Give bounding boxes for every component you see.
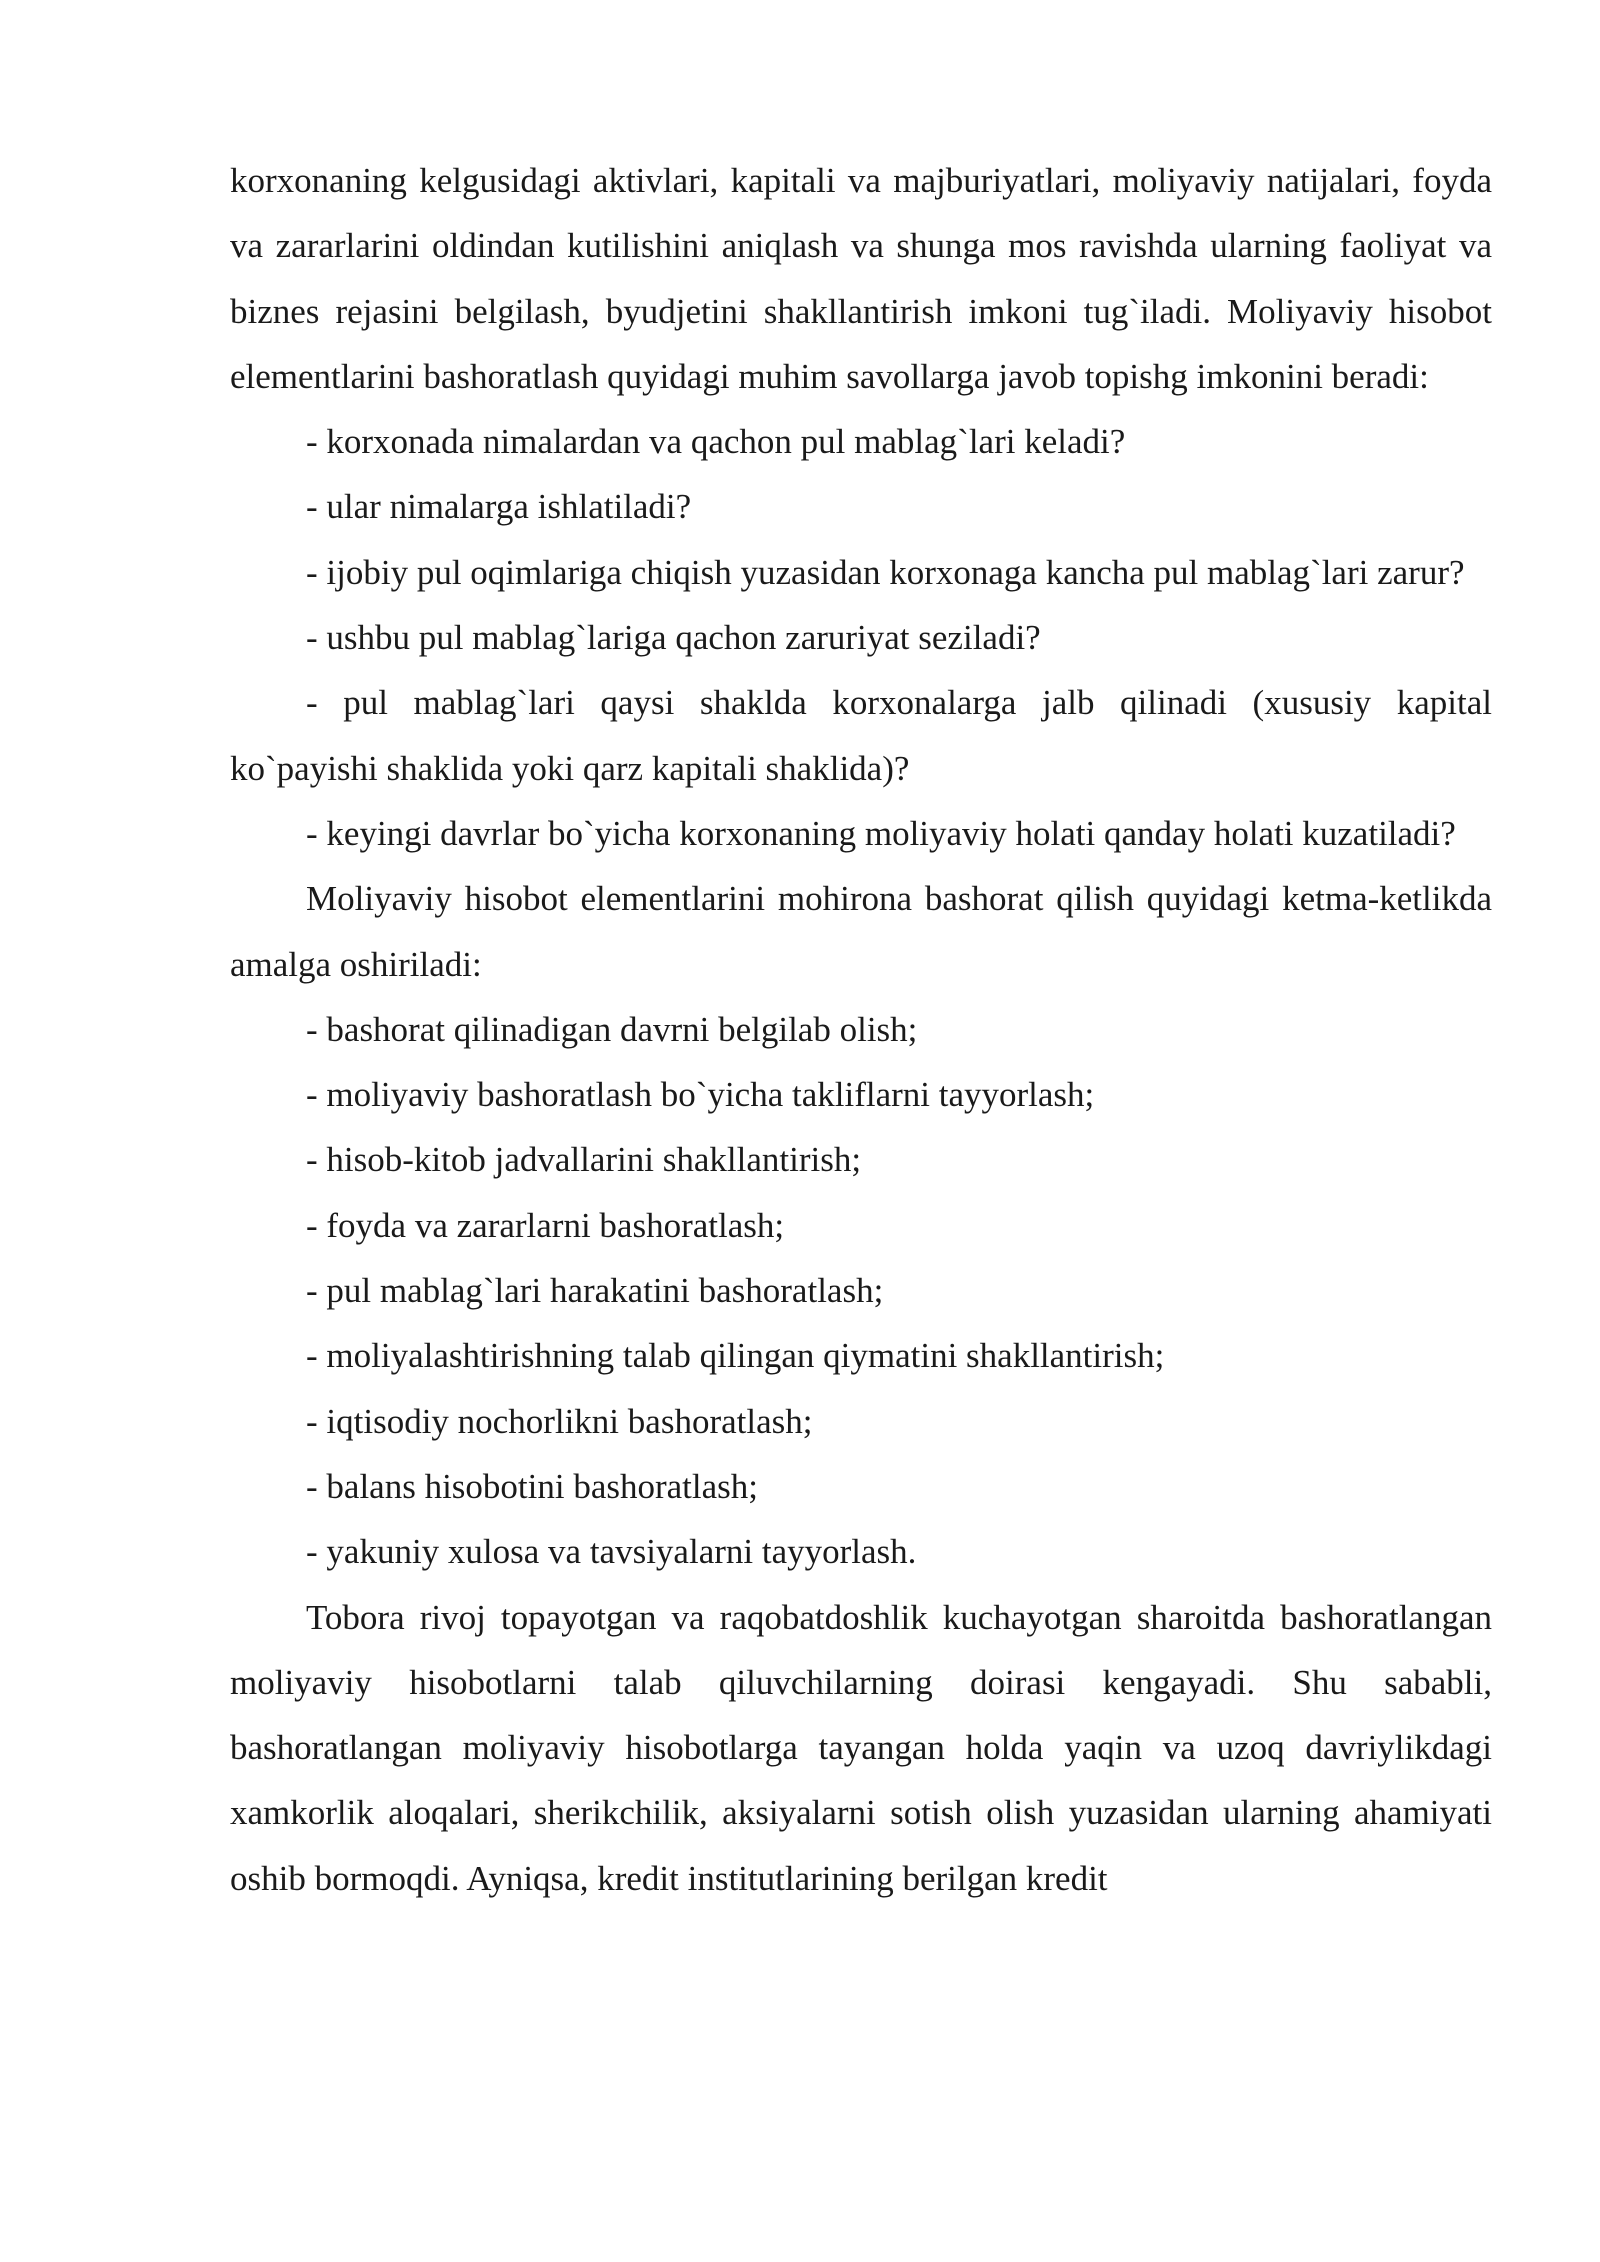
step-item: - pul mablag`lari harakatini bashoratlash; [306, 1271, 884, 1311]
step-item: - foyda va zararlarni bashoratlash; [306, 1205, 785, 1245]
step-item: - balans hisobotini bashoratlash; [306, 1466, 759, 1506]
step-item: - moliyalashtirishning talab qilingan qiymatini shakllantirish; [306, 1336, 1165, 1376]
step-item: - hisob-kitob jadvallarini shakllantirish; [306, 1140, 862, 1180]
step-item: - bashorat qilinadigan davrni belgilab olish; [306, 1009, 918, 1049]
step-item: - yakuniy xulosa va tavsiyalarni tayyorlash. [306, 1532, 917, 1572]
step-item: - moliyaviy bashoratlash bo`yicha takliflarni tayyorlash; [306, 1075, 1095, 1115]
question-item: - pul mablag`lari qaysi shaklda korxonalarga jalb qilinadi (xususiy kapital ko`payishi shaklida yoki qarz kapitali shaklida)? [230, 683, 1492, 788]
document-page [230, 148, 1492, 1911]
paragraph-sequence: Moliyaviy hisobot elementlarini mohirona bashorat qilish quyidagi ketma-ketlikda amalga oshiriladi: [230, 879, 1492, 984]
paragraph-intro: korxonaning kelgusidagi aktivlari, kapitali va majburiyatlari, moliyaviy natijalari, foyda va zararlarini oldindan kutilishini aniqlash va shunga mos ravishda ularning faoliyat va biznes rejasini belgilash, byudjetini shakllantirish imkoni tug`iladi. Moliyaviy hisobot elementlarini bashoratlash quyidagi muhim savollarga javob topishg imkonini beradi: [230, 161, 1492, 396]
step-item: - iqtisodiy nochorlikni bashoratlash; [306, 1401, 813, 1441]
question-item: - keyingi davrlar bo`yicha korxonaning moliyaviy holati qanday holati kuzatiladi? [306, 813, 1456, 853]
question-item: - ushbu pul mablag`lariga qachon zaruriyat seziladi? [306, 618, 1041, 658]
question-item: - ular nimalarga ishlatiladi? [306, 487, 692, 527]
paragraph-closing: Tobora rivoj topayotgan va raqobatdoshlik kuchayotgan sharoitda bashoratlangan moliyaviy hisobotlarni talab qiluvchilarning doirasi kengayadi. Shu sababli, bashoratlangan moliyaviy hisobotlarga tayangan holda yaqin va uzoq davriylikdagi xamkorlik aloqalari, sherikchilik, aksiyalarni sotish olish yuzasidan ularning ahamiyati oshib bormoqdi. Ayniqsa, kredit institutlarining berilgan kredit [230, 1597, 1492, 1898]
question-item: - korxonada nimalardan va qachon pul mablag`lari keladi? [306, 422, 1126, 462]
question-item: - ijobiy pul oqimlariga chiqish yuzasidan korxonaga kancha pul mablag`lari zarur? [306, 552, 1465, 592]
